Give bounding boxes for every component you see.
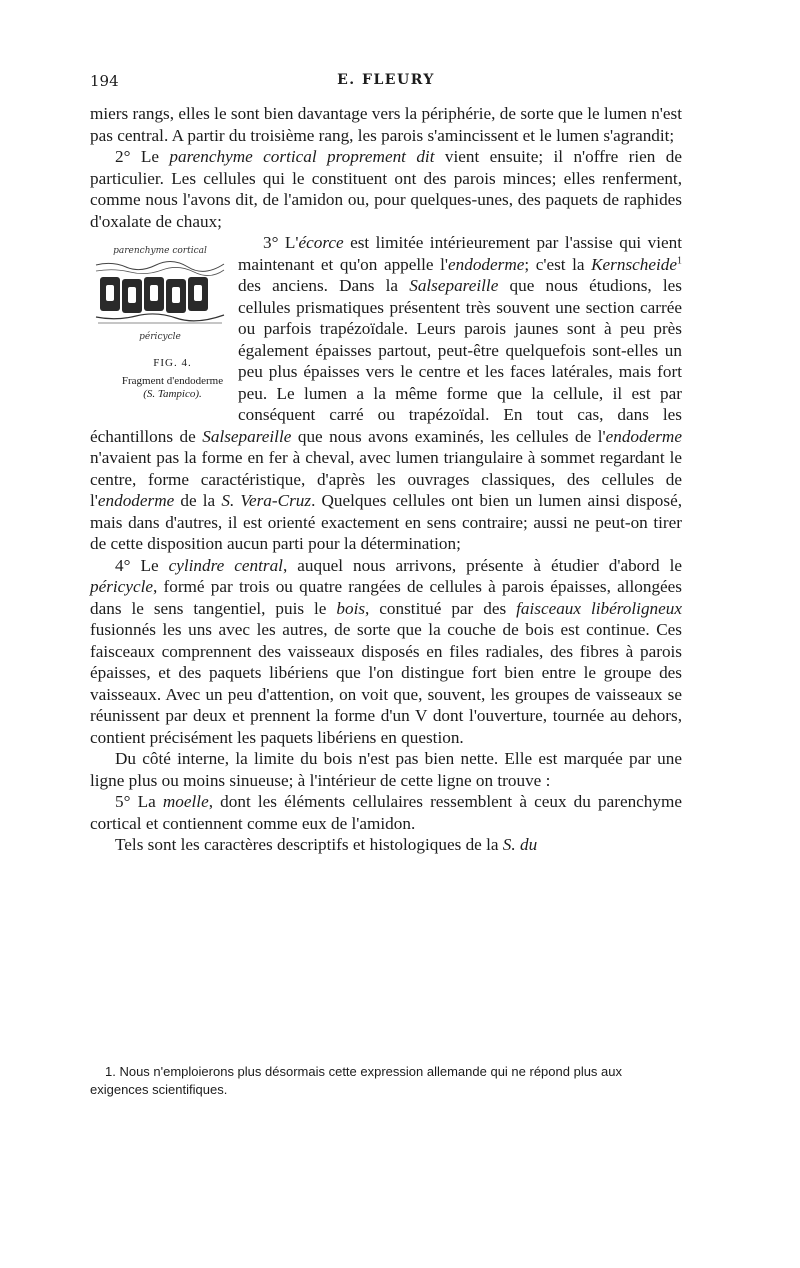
italic-term: moelle (162, 792, 209, 811)
paragraph-text: n'avaient pas la forme en fer à cheval, avec lumen triangulaire à sommet regardant le centre, forme caractéristique, d'après les ouvrages classiques, des cellules de l' (90, 448, 682, 510)
figure-number: FIG. 4. (153, 357, 192, 369)
italic-term: écorce (298, 233, 344, 252)
italic-term: S. du (502, 835, 538, 854)
italic-term: endoderme (448, 254, 525, 274)
paragraph-text: que nous avons examinés, les cellules de l' (291, 426, 606, 446)
figure-endoderme (90, 235, 230, 405)
body-text (90, 103, 682, 856)
paragraph-continuation: miers rangs, elles le sont bien davantage vers la périphérie, de sorte que le lumen n'est pas central. A partir du troisième rang, les parois s'amincissent et le lumen s'agrandit; (90, 104, 682, 145)
figure-label-bottom: péricycle (139, 332, 181, 342)
italic-term: endoderme (97, 491, 175, 510)
figure-caption (90, 375, 230, 401)
paragraph-text: , constitué par des (365, 598, 517, 618)
figure-caption-line: Fragment d'endoderme (121, 375, 224, 387)
list-number: 2° Le (115, 147, 170, 166)
cell-lumen (106, 285, 114, 301)
pericycle-line (96, 314, 224, 321)
figure-caption-species: (S. Tampico). (143, 388, 202, 400)
endoderme-cells (100, 277, 208, 313)
paragraph-text: vient ensuite; il n'offre rien de particulier. Les cellules qui le constituent ont des parois minces; elles renferment, comme nous l'avons dit, de l'amidon ou, pour quelques-unes, des paquets de raphides d'oxalate de chaux; (90, 147, 682, 231)
paragraph-ecorce (90, 232, 682, 555)
paragraph-text: des anciens. Dans la (238, 276, 410, 295)
paragraph-parenchyme (90, 146, 682, 232)
italic-term: faisceaux libéroligneux (516, 598, 682, 618)
paragraph-text: est limitée intérieurement par l'assise qui vient maintenant et qu'on appelle l' (238, 233, 682, 274)
paragraph-text: . Quelques cellules ont bien un lumen ainsi disposé, mais dans d'autres, il est orienté exactement en sens contraire; aussi ne peut-on tirer de cette disposition aucun parti pour la détermination; (90, 491, 682, 553)
footnotes (90, 1063, 682, 1099)
page-header (90, 72, 682, 94)
italic-term: endoderme (605, 426, 682, 446)
page-number: 194 (90, 72, 119, 90)
endoderme-drawing (92, 235, 228, 347)
italic-term: cylindre central (168, 555, 283, 575)
cell-lumen (150, 285, 158, 301)
paragraph-text: que nous étudions, les cellules prismatiques présentent très souvent une section carrée ou parfois trapézoïdale. Leurs parois jaunes sont à peu près également épaisses partout, peut-être quelquefois sont-elles un peu plus épaisses vers le centre et les faces latérales, mais fort peu. Le lumen a la même forme que la cellule, il est par conséquent carré ou trapézoïdal. En tout cas, dans les échantillons de (90, 276, 682, 446)
paragraph-limite: Du côté interne, la limite du bois n'est pas bien nette. Elle est marquée par une ligne plus ou moins sinueuse; à l'intérieur de cette ligne on trouve : (90, 749, 682, 790)
paragraph-text: Tels sont les caractères descriptifs et histologiques de la (115, 835, 503, 854)
list-number: 3° L' (263, 233, 299, 252)
footnote-marker: 1. (105, 1064, 116, 1079)
italic-term: Salsepareille (409, 276, 499, 295)
running-head: E. FLEURY (337, 72, 435, 88)
italic-term: péricycle (90, 577, 153, 596)
paragraph-final (90, 834, 682, 856)
paragraph-moelle (90, 791, 682, 834)
list-number: 4° Le (115, 555, 169, 575)
paragraph-text: , formé par trois ou quatre rangées de cellules à parois épaisses, allongées dans le sens tangentiel, puis le (90, 577, 682, 618)
paragraph-text: ; c'est la (524, 254, 592, 274)
paragraph-text: , dont les éléments cellulaires ressemblent à ceux du parenchyme cortical et contiennent comme eux de l'amidon. (90, 792, 682, 833)
paragraph-text: de la (174, 491, 222, 510)
list-number: 5° La (115, 792, 163, 811)
cell-lumen (194, 285, 202, 301)
figure-label-top: parenchyme cortical (113, 246, 207, 256)
paragraph-text: fusionnés les uns avec les autres, de sorte que la couche de bois est continue. Ces faisceaux comprennent des vaisseaux disposés en files radiales, des fibres à parois épaisses, et des paquets libériens que l'on distingue fort bien entre le groupe des vaisseaux. Avec un peu d'attention, on voit que, souvent, les groupes de vaisseaux se réunissent par deux et prennent la forme d'un V dont l'ouverture, tournée au dehors, contient précisément les paquets libériens en question. (90, 620, 682, 747)
footnote-reference: 1 (677, 254, 683, 266)
footnote-1 (90, 1063, 682, 1099)
italic-term: bois (336, 598, 366, 618)
footnote-text: Nous n'emploierons plus désormais cette expression allemande qui ne répond plus aux exigences scientifiques. (90, 1064, 623, 1097)
italic-term: Salsepareille (202, 426, 292, 446)
cell-lumen (172, 287, 180, 303)
italic-term: parenchyme cortical proprement dit (169, 147, 435, 166)
italic-term: S. Vera-Cruz (221, 491, 312, 510)
paragraph-text: , auquel nous arrivons, présente à étudier d'abord le (282, 555, 682, 575)
paragraph-cylindre (90, 555, 682, 749)
cell-lumen (128, 287, 136, 303)
italic-term: Kernscheide (591, 254, 678, 274)
